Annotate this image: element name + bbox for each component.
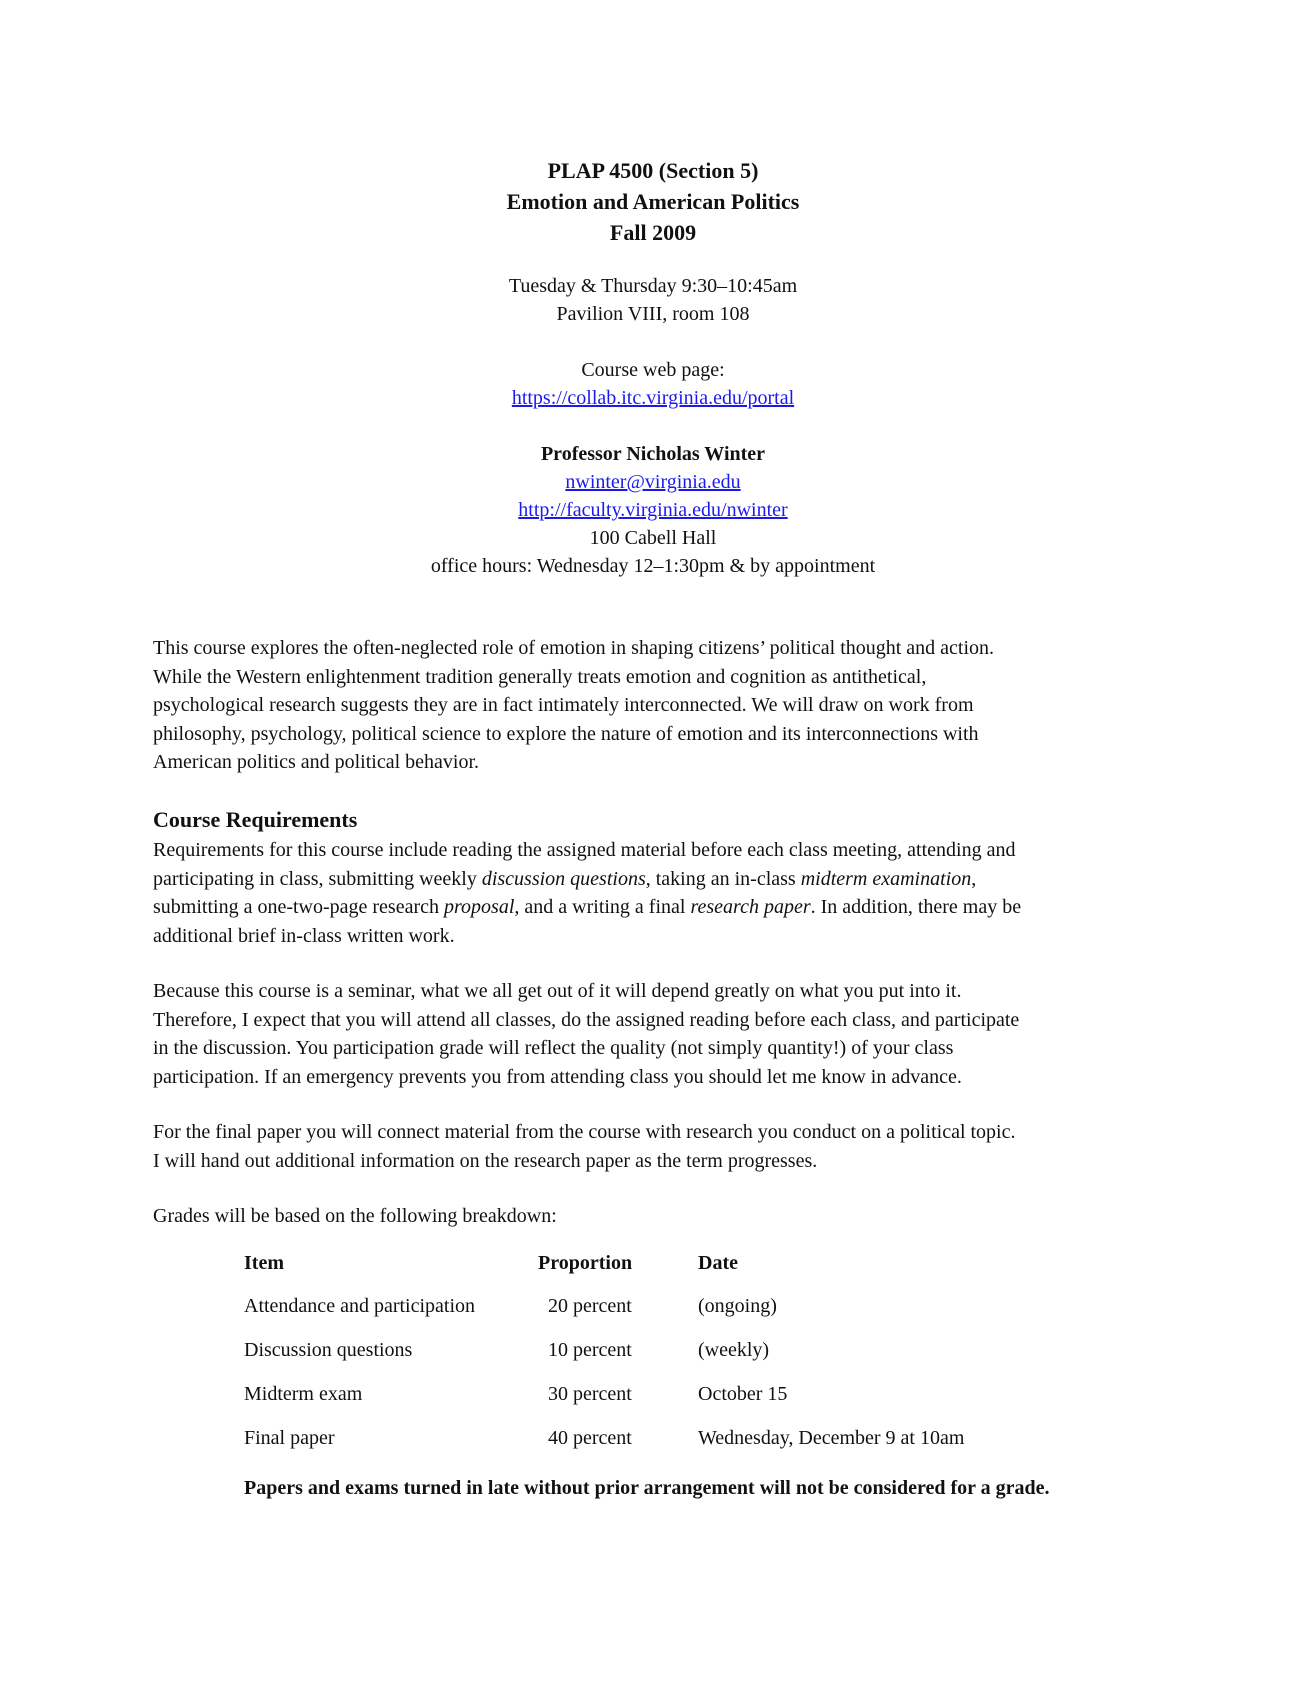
table-row (244, 1427, 1038, 1471)
grades-header-row (244, 1252, 1038, 1295)
meeting-time: Tuesday & Thursday 9:30–10:45am (508, 275, 798, 297)
course-title: Emotion and American Politics (506, 189, 800, 214)
grades-table (244, 1252, 1038, 1471)
grade-proportion: 20 percent (548, 1295, 632, 1317)
grade-proportion: 10 percent (548, 1339, 632, 1361)
course-web-link[interactable]: https://collab.itc.virginia.edu/portal (511, 387, 795, 409)
office-hours: office hours: Wednesday 12–1:30pm & by appointment (430, 555, 876, 577)
intro-line: psychological research suggests they are in fact intimately interconnected. We will draw on work from (153, 694, 974, 716)
grade-date: October 15 (698, 1383, 788, 1405)
schedule-block (0, 272, 1306, 328)
header-proportion: Proportion (538, 1252, 633, 1274)
table-row (244, 1383, 1038, 1427)
grade-proportion: 40 percent (548, 1427, 632, 1449)
proposal-term: proposal (444, 896, 515, 918)
professor-block (0, 440, 1306, 580)
research-paper-term: research paper (690, 896, 811, 918)
web-label: Course web page: (581, 359, 725, 381)
late-policy-note: Papers and exams turned in late without prior arrangement will not be considered for a grade. (244, 1477, 1050, 1499)
intro-line: philosophy, psychology, political science to explore the nature of emotion and its interconnections with (153, 722, 979, 745)
grade-item: Discussion questions (244, 1339, 413, 1361)
final-paper-line: For the final paper you will connect material from the course with research you conduct on a political topic. (153, 1121, 1016, 1143)
requirements-heading: Course Requirements (153, 807, 358, 832)
grades-intro: Grades will be based on the following breakdown: (153, 1205, 557, 1227)
requirements-line: additional brief in-class written work. (153, 924, 455, 947)
course-term: Fall 2009 (609, 220, 697, 245)
grade-date: (ongoing) (698, 1295, 777, 1317)
seminar-line: Because this course is a seminar, what we all get out of it will depend greatly on what you put into it. (153, 980, 962, 1002)
discussion-questions-term: discussion questions (481, 867, 646, 890)
intro-paragraph (153, 634, 1163, 777)
grade-item: Attendance and participation (244, 1295, 476, 1317)
grade-item: Final paper (244, 1427, 335, 1449)
grade-item: Midterm exam (244, 1383, 363, 1405)
meeting-location: Pavilion VIII, room 108 (556, 303, 750, 325)
seminar-line: Therefore, I expect that you will attend all classes, do the assigned reading before each class, and participate (153, 1008, 1020, 1031)
grade-date: Wednesday, December 9 at 10am (698, 1427, 965, 1449)
intro-line: While the Western enlightenment tradition generally treats emotion and cognition as antithetical, (153, 665, 927, 688)
professor-homepage-link[interactable]: http://faculty.virginia.edu/nwinter (518, 499, 788, 521)
requirements-line: participating in class, submitting weekly discussion questions, taking an in-class midterm examination, (153, 867, 977, 890)
course-code: PLAP 4500 (Section 5) (547, 158, 759, 183)
course-web-block (0, 356, 1306, 412)
requirements-paragraph (153, 836, 1163, 950)
requirements-line: Requirements for this course include reading the assigned material before each class meeting, attending and (153, 839, 1016, 861)
grade-date: (weekly) (698, 1339, 770, 1361)
professor-name: Professor Nicholas Winter (540, 443, 766, 465)
office-location: 100 Cabell Hall (589, 527, 717, 549)
grade-proportion: 30 percent (548, 1383, 632, 1405)
professor-email-link[interactable]: nwinter@virginia.edu (565, 471, 741, 493)
final-paper-line: I will hand out additional information on the research paper as the term progresses. (153, 1149, 818, 1172)
course-title-block (0, 155, 1306, 248)
header-item: Item (244, 1252, 284, 1274)
final-paper-paragraph (153, 1118, 1163, 1175)
midterm-term: midterm examination (800, 867, 972, 890)
seminar-line: participation. If an emergency prevents you from attending class you should let me know in advance. (153, 1065, 962, 1088)
table-row (244, 1339, 1038, 1383)
seminar-paragraph (153, 977, 1163, 1091)
requirements-line: submitting a one-two-page research proposal, and a writing a final research paper. In addition, there may be (153, 896, 1022, 918)
table-row (244, 1295, 1038, 1339)
intro-line: This course explores the often-neglected role of emotion in shaping citizens’ political thought and action. (153, 637, 995, 659)
seminar-line: in the discussion. You participation grade will reflect the quality (not simply quantity!) of your class (153, 1037, 954, 1059)
header-date: Date (698, 1252, 738, 1274)
intro-line: American politics and political behavior. (153, 751, 480, 773)
